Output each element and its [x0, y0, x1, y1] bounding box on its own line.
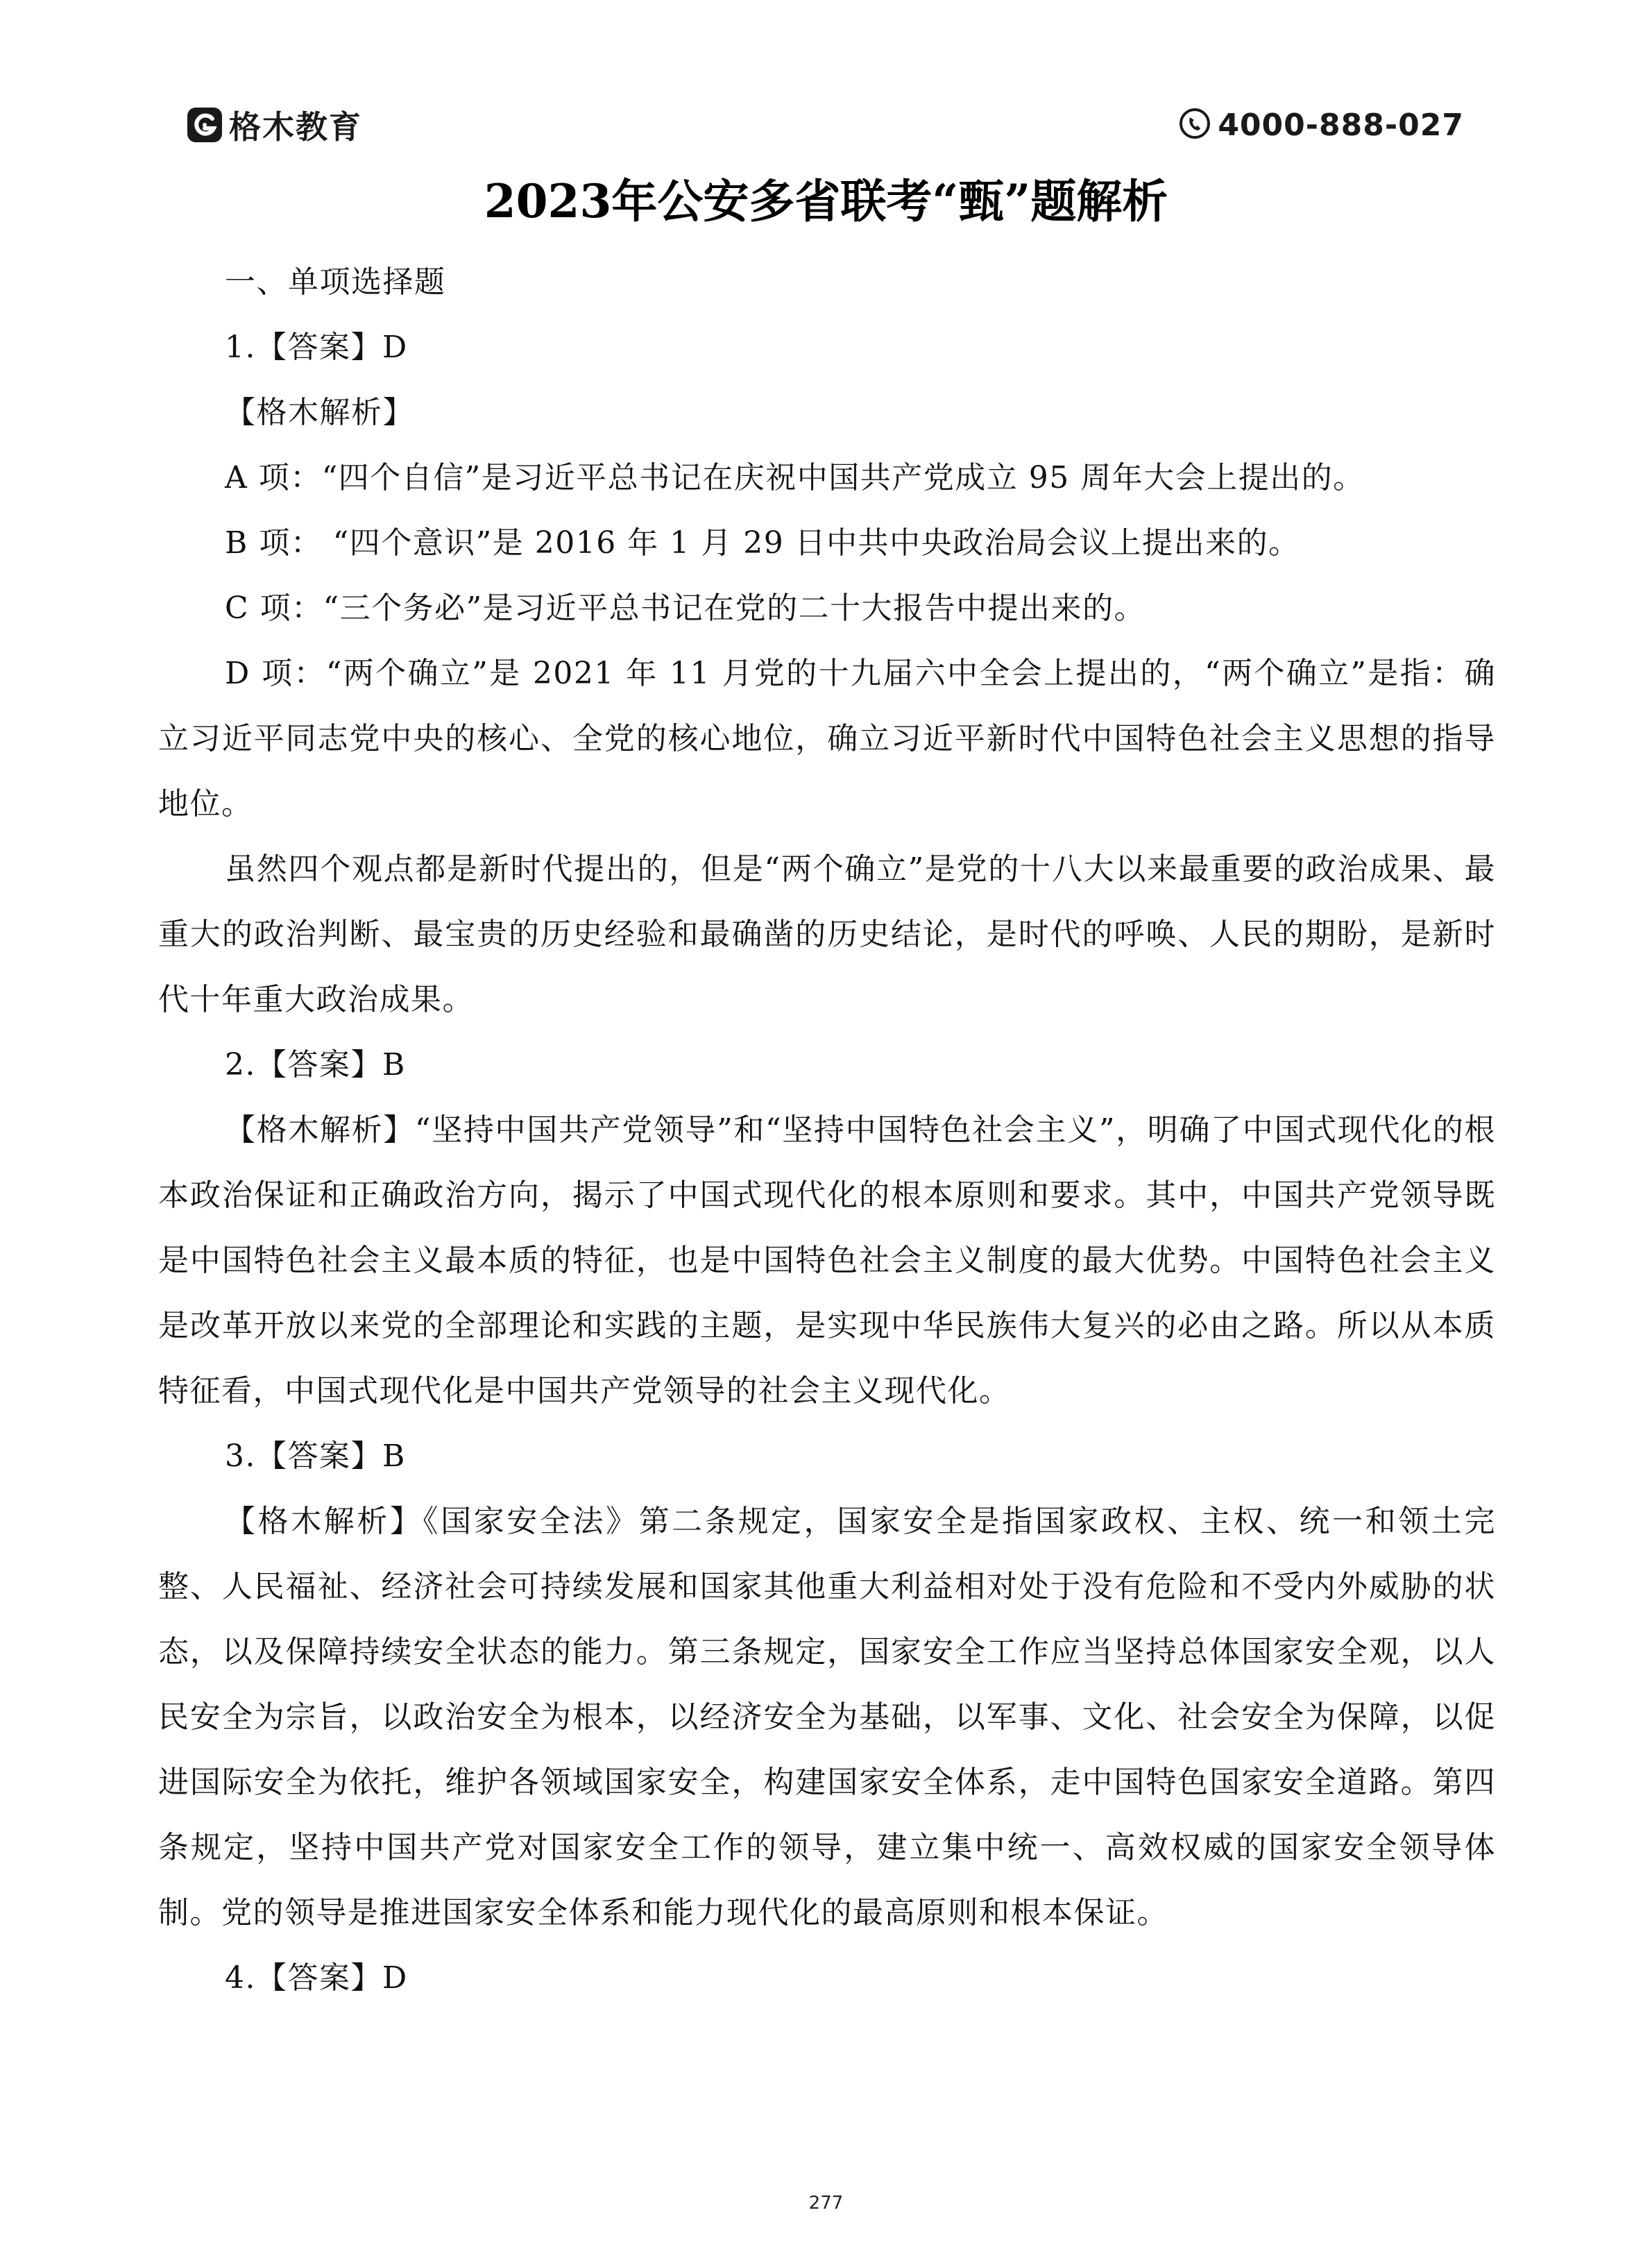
- document-body: [158, 250, 1496, 2011]
- q1-option-a: A 项：“四个自信”是习近平总书记在庆祝中国共产党成立 95 周年大会上提出的。: [225, 460, 1365, 495]
- q1-option-c: C 项：“三个务必”是习近平总书记在党的二十大报告中提出来的。: [225, 591, 1146, 626]
- q3-analysis: 【格木解析】《国家安全法》第二条规定，国家安全是指国家政权、主权、统一和领土完整、人民福祉、经济社会可持续发展和国家其他重大利益相对处于没有危险和不受内外威胁的状态，以及保障持续安全状态的能力。第三条规定，国家安全工作应当坚持总体国家安全观，以人民安全为宗旨，以政治安全为根本，以经济安全为基础，以军事、文化、社会安全为保障，以促进国际安全为依托，维护各领域国家安全，构建国家安全体系，走中国特色国家安全道路。第四条规定，坚持中国共产党对国家安全工作的领导，建立集中统一、高效权威的国家安全领导体制。党的领导是推进国家安全体系和能力现代化的最高原则和根本保证。: [158, 1504, 1496, 1930]
- section-heading: 一、单项选择题: [225, 264, 446, 300]
- q2-analysis: 【格木解析】“坚持中国共产党领导”和“坚持中国特色社会主义”，明确了中国式现代化的根本政治保证和正确政治方向，揭示了中国式现代化的根本原则和要求。其中，中国共产党领导既是中国特色社会主义最本质的特征，也是中国特色社会主义制度的最大优势。中国特色社会主义是改革开放以来党的全部理论和实践的主题，是实现中华民族伟大复兴的必由之路。所以从本质特征看，中国式现代化是中国共产党领导的社会主义现代化。: [158, 1112, 1496, 1409]
- page-number: 277: [808, 2193, 844, 2214]
- q1-option-d: D 项：“两个确立”是 2021 年 11 月党的十九届六中全会上提出的，“两个确立”是指：确立习近平同志党中央的核心、全党的核心地位，确立习近平新时代中国特色社会主义思想的指导地位。: [158, 656, 1496, 822]
- q3-answer: 3.【答案】B: [225, 1438, 406, 1474]
- q2-answer: 2.【答案】B: [225, 1047, 406, 1082]
- brand-logo: [187, 104, 362, 146]
- phone-number: 4000-888-027: [1218, 107, 1464, 143]
- q1-summary: 虽然四个观点都是新时代提出的，但是“两个确立”是党的十八大以来最重要的政治成果、最重大的政治判断、最宝贵的历史经验和最确凿的历史结论，是时代的呼唤、人民的期盼，是新时代十年重大政治成果。: [158, 851, 1496, 1017]
- page-title: 2023年公安多省联考“甄”题解析: [484, 174, 1168, 228]
- q1-analysis-label: 【格木解析】: [225, 395, 414, 430]
- logo-text: 格木教育: [229, 108, 362, 146]
- q4-answer: 4.【答案】D: [225, 1960, 408, 1996]
- q1-option-b: B 项： “四个意识”是 2016 年 1 月 29 日中共中央政治局会议上提出来的。: [225, 525, 1300, 561]
- hotline: [1179, 104, 1464, 146]
- page-header: [187, 104, 1464, 146]
- logo-mark-icon: [187, 108, 222, 142]
- q1-answer: 1.【答案】D: [225, 330, 408, 365]
- phone-icon: [1179, 108, 1211, 142]
